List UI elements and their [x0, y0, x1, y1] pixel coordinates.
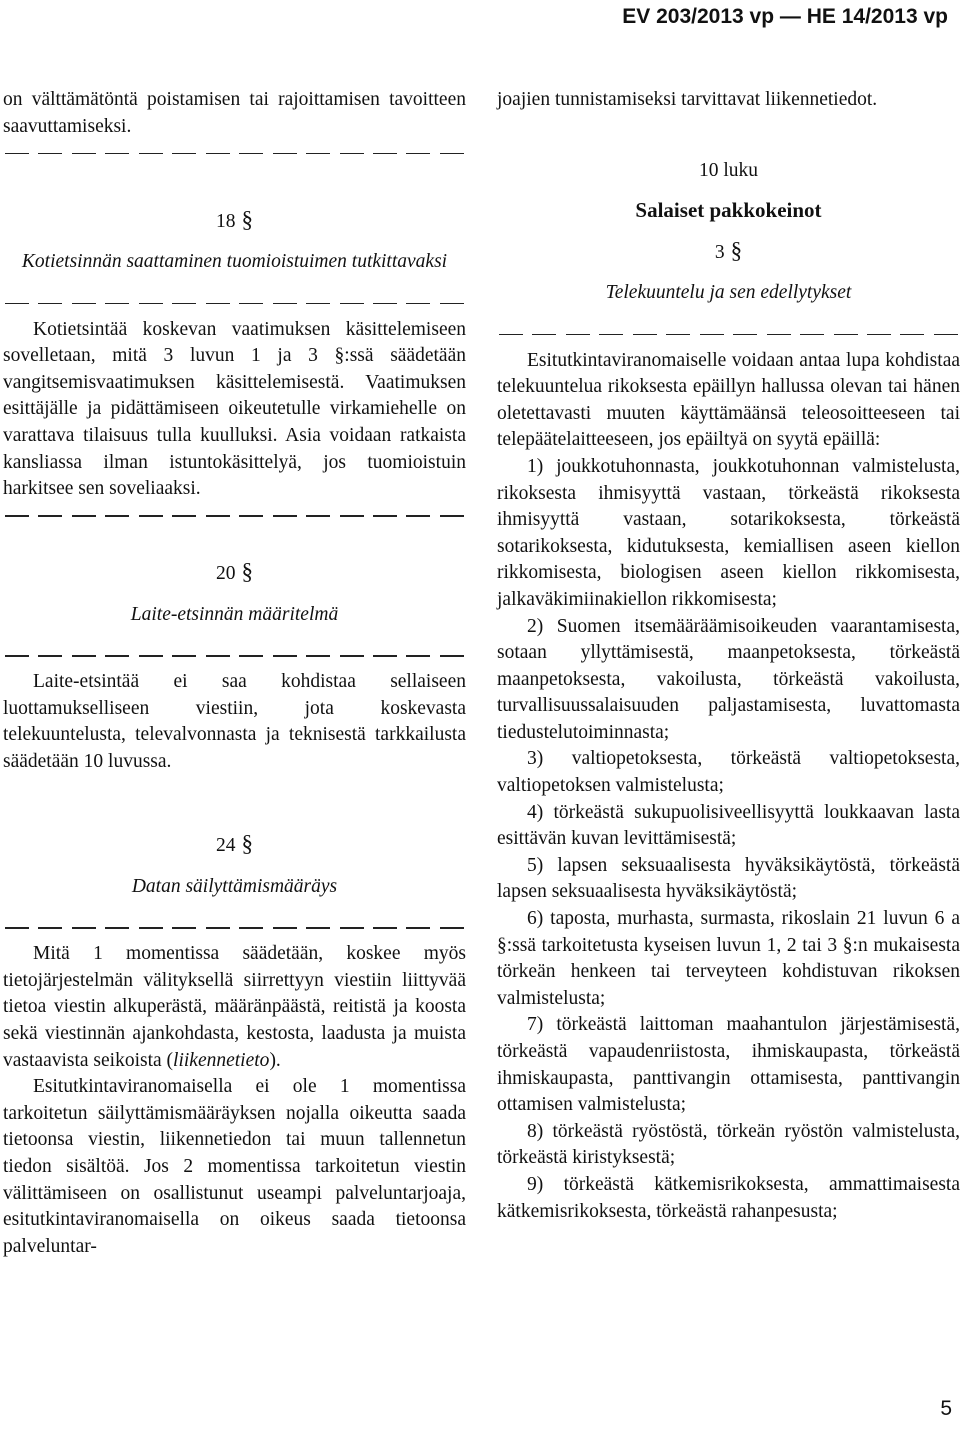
omission-line: [3, 290, 466, 317]
offence-list-item: 9) törkeästä kätkemisrikoksesta, ammattimaisesta kätkemisrikoksesta, törkeästä rahanpesusta;: [497, 1173, 960, 1222]
right-column: [497, 87, 960, 1225]
offence-list-item: 7) törkeästä laittoman maahantulon järjestämisestä, törkeästä vapaudenriistosta, ihmiskaupasta, törkeästä ihmiskaupasta, panttivangin ottamisesta, panttivangin ottamisen valmistelusta;: [497, 1014, 960, 1116]
section-24-paragraph-1: Mitä 1 momentissa säädetään, koskee myös tietojärjestelmän välityksellä siirrettyyn viestiin liittyvää tietoa viestin alkuperästä, määränpäästä, reitistä ja koosta sekä viestinnän ajankohdasta, kestosta, laadusta ja muista vastaavista seikoista (liikennetieto).: [3, 943, 466, 1071]
section-number-24: 24 §: [216, 831, 253, 857]
omission-line: [497, 321, 960, 348]
omission-line: [3, 643, 466, 670]
offence-list-item: 5) lapsen seksuaalisesta hyväksikäytöstä, törkeästä lapsen seksuaalisesta hyväksikäytöstä;: [497, 854, 960, 903]
omission-line: [3, 915, 466, 942]
chapter-label: 10 luku: [698, 159, 759, 181]
offence-list-item: 8) törkeästä ryöstöstä, törkeän ryöstön valmistelusta, törkeästä kiristyksestä;: [497, 1120, 960, 1169]
section-18-text: Kotietsintää koskevan vaatimuksen käsittelemiseen sovelletaan, mitä 3 luvun 1 ja 3 §:ssä säädetään vangitsemisvaatimuksen käsittelemisestä. Vaatimuksen esittäjälle ja pidättämiseen oikeutetulle virkamiehelle on varattava tilaisuus tulla kuulluksi. Asia voidaan ratkaista kansliassa ilman istuntokäsittelyä, jos tuomioistuin harkitsee sen soveliaaksi.: [3, 318, 466, 500]
offence-list-item: 4) törkeästä sukupuolisiveellisyyttä loukkaavan lasta esittävän kuvan levittämisestä;: [497, 801, 960, 850]
defined-term: liikennetieto: [173, 1049, 270, 1071]
omission-line: [3, 140, 466, 167]
section-title-18: Kotietsinnän saattaminen tuomioistuimen tutkittavaksi: [21, 251, 448, 273]
left-column: [3, 87, 466, 1260]
offence-list-item: 6) taposta, murhasta, surmasta, rikoslain 21 luvun 6 a §:ssä tarkoitetusta kyseisen luvun 1, 2 tai 3 §:n mukaisesta törkeän henkeen tai terveyteen kohdistuvan rikoksen valmistelusta;: [497, 908, 960, 1009]
continuation-paragraph: joajien tunnistamiseksi tarvittavat liikennetiedot.: [497, 89, 878, 110]
section-title-20: Laite-etsinnän määritelmä: [130, 603, 339, 625]
section-3-intro: Esitutkintaviranomaiselle voidaan antaa lupa kohdistaa telekuuntelua rikoksesta epäillyn hallussa olevan tai hänen oletettavasti muuten käyttämäänsä teleosoitteeseen tai telepäätelaitteeseen, jos epäiltyä on syytä epäillä:: [497, 349, 960, 451]
omission-line: [3, 503, 466, 530]
document-header: EV 203/2013 vp — HE 14/2013 vp: [622, 5, 948, 28]
continuation-paragraph: on välttämätöntä poistamisen tai rajoittamisen tavoitteen saavuttamiseksi.: [3, 89, 466, 137]
chapter-title: Salaiset pakkokeinot: [635, 198, 822, 223]
page-number: 5: [940, 1397, 952, 1421]
section-20-text: Laite-etsintää ei saa kohdistaa sellaiseen luottamukselliseen viestiin, jota koskevasta telekuuntelusta, televalvonnasta ja teknisestä tarkkailusta säädetään 10 luvussa.: [3, 671, 466, 772]
offence-list-item: 1) joukkotuhonnasta, joukkotuhonnan valmistelusta, rikoksesta ihmisyyttä vastaan, törkeästä rikoksesta ihmisyyttä vastaan, sotarikoksesta, törkeästä sotarikoksesta, kidutuksesta, kemiallisen aseen kiellon rikkomisesta, biologisen aseen kiellon rikkomisesta, jalkaväkimiinakiellon rikkomisesta;: [497, 455, 960, 610]
section-number-20: 20 §: [216, 559, 253, 585]
section-number-3: 3 §: [714, 237, 743, 263]
section-title-3: Telekuuntelu ja sen edellytykset: [605, 282, 852, 304]
section-title-24: Datan säilyttämismääräys: [131, 876, 338, 898]
section-24-paragraph-2: Esitutkintaviranomaisella ei ole 1 momentissa tarkoitetun säilyttämismääräyksen nojalla oikeutta saada tietoonsa viestin, liikennetiedon tai muun tallennetun tiedon sisältöä. Jos 2 momentissa tarkoitetun viestin välittämiseen on osallistunut useampi palveluntarjoaja, esitutkintaviranomaisella on oikeus saada tietoonsa palveluntar-: [3, 1076, 466, 1257]
offence-list-item: 2) Suomen itsemääräämisoikeuden vaarantamisesta, sotaan yllyttämisestä, maanpetoksesta, törkeästä maanpetoksesta, vakoilusta, törkeästä vakoilusta, turvallisuussalaisuuden paljastamisesta, luvattomasta tiedustelutoiminnasta;: [497, 615, 960, 743]
section-number-18: 18 §: [216, 206, 253, 232]
offence-list: [497, 454, 960, 1225]
offence-list-item: 3) valtiopetoksesta, törkeästä valtiopetoksesta, valtiopetoksen valmistelusta;: [497, 748, 960, 797]
